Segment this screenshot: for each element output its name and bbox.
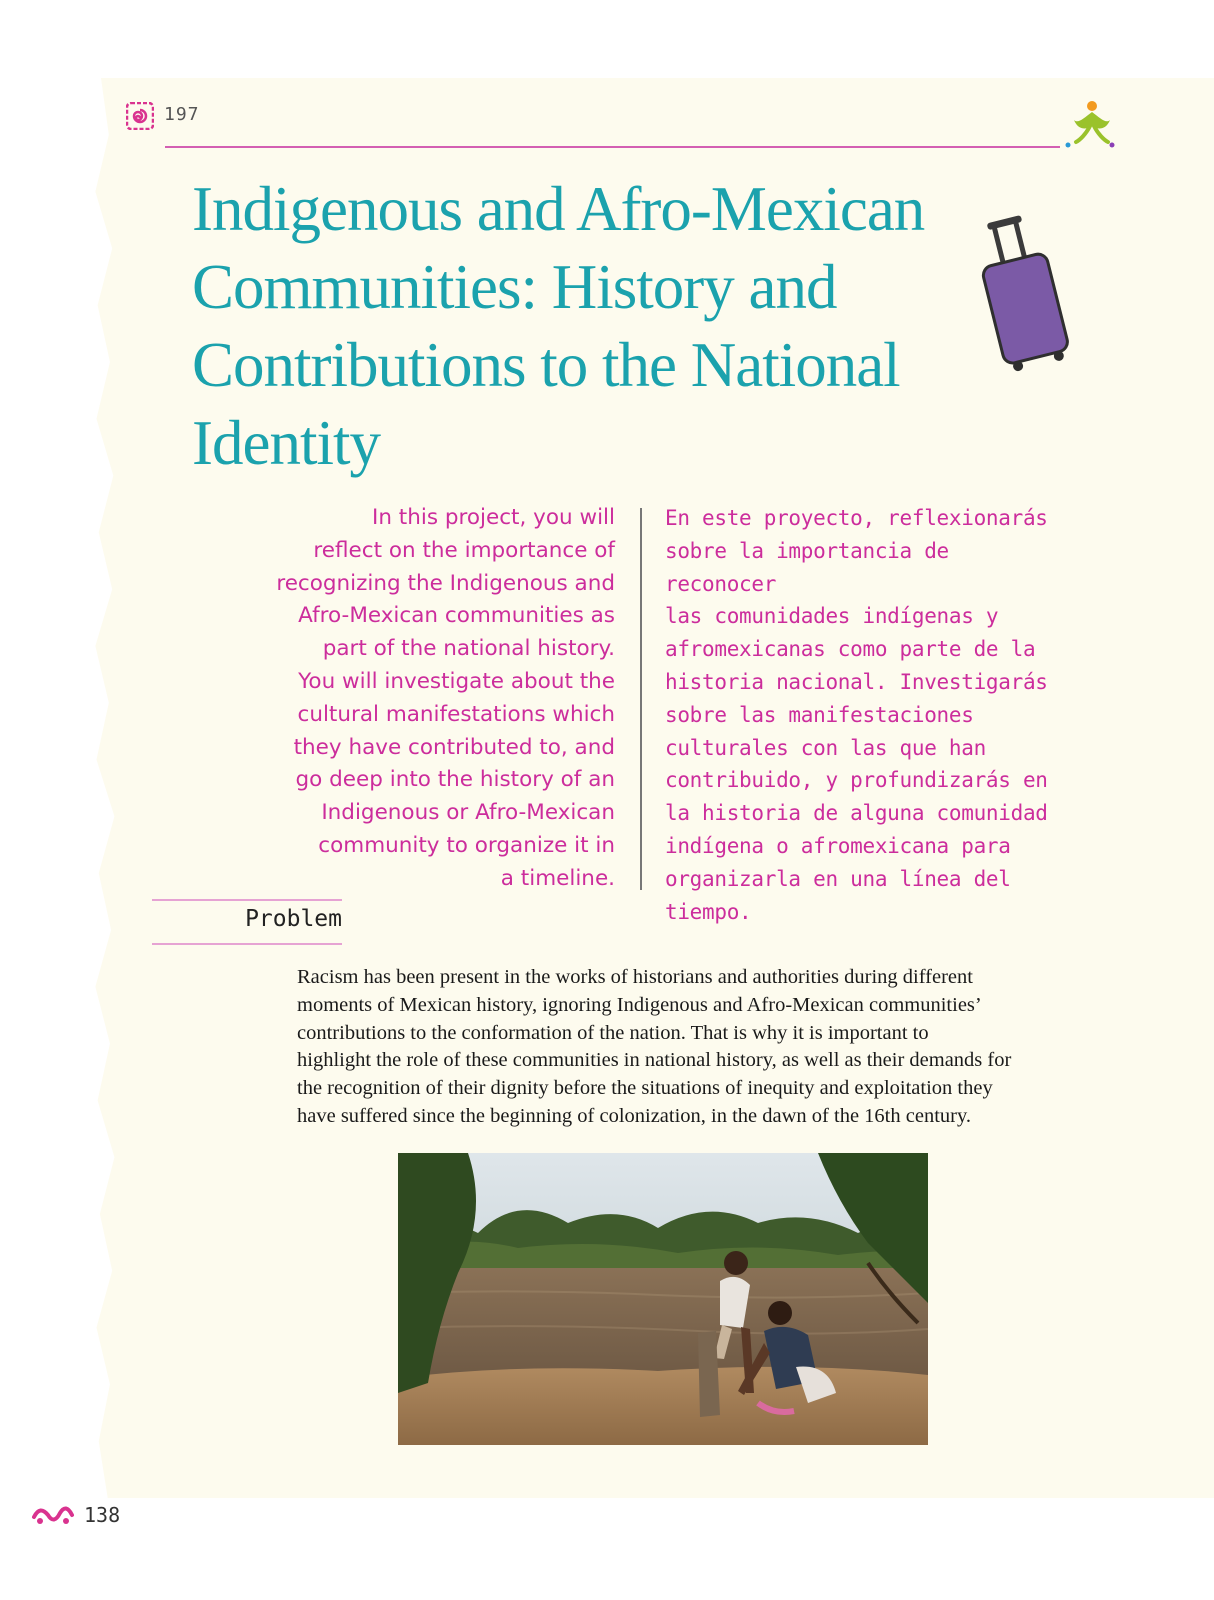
problem-rule-bottom xyxy=(152,943,342,945)
dancing-figure-logo xyxy=(1068,100,1116,146)
intro-english-line: part of the national history. xyxy=(322,636,615,662)
intro-spanish-line: sobre las manifestaciones xyxy=(665,702,974,727)
page-number: 138 xyxy=(84,1503,121,1527)
problem-line: have suffered since the beginning of colonization, in the dawn of the 16th century. xyxy=(297,1104,972,1127)
problem-heading: Problem xyxy=(245,906,342,932)
intro-spanish-line: afromexicanas como parte de la xyxy=(665,637,1036,662)
page-title xyxy=(192,170,962,482)
spiral-glyph-icon xyxy=(126,102,154,130)
intro-english-line: You will investigate about the xyxy=(298,668,615,694)
title-line: Identity xyxy=(192,408,380,478)
intro-spanish xyxy=(665,502,1055,928)
intro-spanish-line: sobre la importancia de reconocer xyxy=(665,538,949,596)
intro-column-divider xyxy=(640,508,642,890)
intro-spanish-line: tiempo. xyxy=(665,899,752,924)
intro-spanish-line: culturales con las que han xyxy=(665,735,986,760)
intro-english-line: recognizing the Indigenous and xyxy=(276,570,615,596)
intro-spanish-line: la historia de alguna comunidad xyxy=(665,801,1048,826)
title-line: Contributions to the National xyxy=(192,330,900,400)
intro-spanish-line: indígena o afromexicana para xyxy=(665,833,1011,858)
intro-english-line: they have contributed to, and xyxy=(293,734,615,760)
problem-line: the recognition of their dignity before the situations of inequity and exploitation they xyxy=(297,1077,993,1100)
lesson-number: 197 xyxy=(164,104,200,125)
intro-english-line: Indigenous or Afro-Mexican xyxy=(321,800,615,826)
problem-line: highlight the role of these communities in national history, as well as their demands for xyxy=(297,1049,1012,1072)
intro-spanish-line: historia nacional. Investigarás xyxy=(665,669,1048,694)
problem-line: contributions to the conformation of the nation. That is why it is important to xyxy=(297,1021,929,1044)
suitcase-icon xyxy=(975,215,1070,375)
intro-spanish-line: contribuido, y profundizarás en xyxy=(665,768,1048,793)
problem-line: Racism has been present in the works of historians and authorities during different xyxy=(297,966,973,988)
intro-english-line: reflect on the importance of xyxy=(313,537,615,563)
problem-rule-top xyxy=(152,899,342,901)
problem-paragraph xyxy=(297,964,1087,1131)
intro-english-line: go deep into the history of an xyxy=(295,767,615,793)
intro-spanish-line: organizarla en una línea del xyxy=(665,866,1011,891)
river-children-photo xyxy=(398,1153,928,1445)
footer-ornament-icon xyxy=(30,1503,76,1529)
problem-line: moments of Mexican history, ignoring Indigenous and Afro-Mexican communities’ xyxy=(297,993,982,1016)
intro-spanish-line: las comunidades indígenas y xyxy=(665,604,999,629)
intro-english-line: Afro-Mexican communities as xyxy=(298,603,615,629)
title-line: Indigenous and Afro-Mexican xyxy=(192,174,925,244)
header-rule xyxy=(165,146,1060,148)
intro-english-line: a timeline. xyxy=(500,865,615,891)
title-line: Communities: History and xyxy=(192,252,837,322)
intro-english-line: community to organize it in xyxy=(318,832,615,858)
intro-english-line: cultural manifestations which xyxy=(297,701,615,727)
intro-english-line: In this project, you will xyxy=(372,505,615,530)
intro-spanish-line: En este proyecto, reflexionarás xyxy=(665,506,1048,530)
intro-english xyxy=(240,502,615,896)
